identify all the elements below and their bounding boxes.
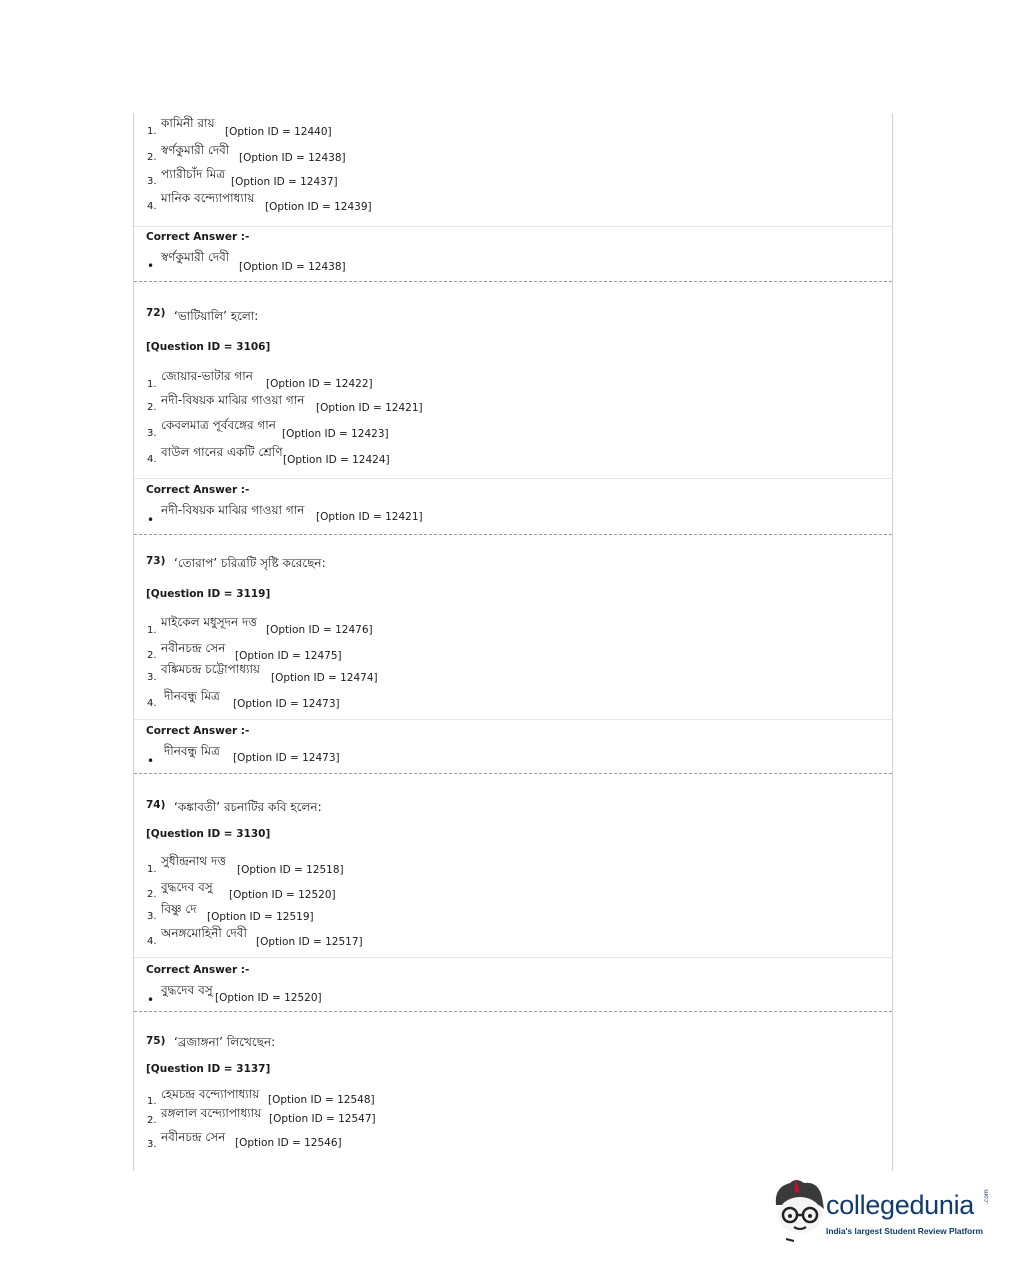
option-id: [Option ID = 12475] [235, 650, 342, 662]
option-number: 1. [147, 864, 157, 875]
option-number: 2. [147, 650, 157, 661]
mascot-icon [766, 1175, 830, 1247]
answer-text: দীনবন্ধু মিত্র [164, 744, 220, 758]
divider [134, 226, 892, 227]
option-number: 3. [147, 428, 157, 439]
divider [134, 957, 892, 958]
option-number: 3. [147, 1139, 157, 1150]
answer-text: বুদ্ধদেব বসু [161, 983, 213, 997]
option-id: [Option ID = 12473] [233, 698, 340, 710]
logo-wordmark: collegedunia [826, 1190, 975, 1220]
option-id: [Option ID = 12438] [239, 152, 346, 164]
question-text: ‘ব্রজাঙ্গনা’ লিখেছেন: [174, 1035, 276, 1049]
option-id: [Option ID = 12474] [271, 672, 378, 684]
option-text: নবীনচন্দ্র সেন [161, 1130, 226, 1144]
option-id: [Option ID = 12421] [316, 402, 423, 414]
answer-option-id: [Option ID = 12473] [233, 752, 340, 764]
logo-dotcom: .com [983, 1189, 990, 1204]
option-text: স্বর্ণকুমারী দেবী [161, 143, 230, 157]
option-number: 4. [147, 698, 157, 709]
option-number: 2. [147, 889, 157, 900]
question-separator [134, 1011, 892, 1012]
option-text: প্যারীচাঁদ মিত্র [161, 167, 226, 181]
option-id: [Option ID = 12439] [265, 201, 372, 213]
answer-option-id: [Option ID = 12520] [215, 992, 322, 1004]
question-text: ‘কঙ্কাবতী’ রচনাটির কবি হলেন: [174, 800, 322, 814]
question-number: 73) [146, 555, 166, 567]
option-text: নবীনচন্দ্র সেন [161, 641, 226, 655]
divider [134, 478, 892, 479]
question-separator [134, 773, 892, 774]
option-id: [Option ID = 12424] [283, 454, 390, 466]
option-text: বুদ্ধদেব বসু [161, 880, 213, 894]
option-text: মানিক বন্দ্যোপাধ্যায় [161, 191, 255, 205]
answer-bullet: • [147, 513, 155, 527]
question-separator [134, 534, 892, 535]
divider [134, 719, 892, 720]
logo-tagline: India's largest Student Review Platform [826, 1226, 983, 1236]
option-text: রঙ্গলাল বন্দ্যোপাধ্যায় [161, 1106, 262, 1120]
option-number: 4. [147, 201, 157, 212]
question-id: [Question ID = 3119] [146, 588, 271, 600]
option-id: [Option ID = 12520] [229, 889, 336, 901]
option-id: [Option ID = 12476] [266, 624, 373, 636]
question-id: [Question ID = 3106] [146, 341, 271, 353]
question-id: [Question ID = 3137] [146, 1063, 271, 1075]
option-number: 4. [147, 936, 157, 947]
answer-bullet: • [147, 993, 155, 1007]
option-number: 1. [147, 625, 157, 636]
question-id: [Question ID = 3130] [146, 828, 271, 840]
correct-answer-label: Correct Answer :- [146, 725, 250, 737]
option-number: 1. [147, 1096, 157, 1107]
answer-option-id: [Option ID = 12438] [239, 261, 346, 273]
option-text: অনঙ্গমোহিনী দেবী [161, 926, 247, 940]
option-number: 3. [147, 672, 157, 683]
answer-bullet: • [147, 754, 155, 768]
option-number: 2. [147, 152, 157, 163]
question-number: 75) [146, 1035, 166, 1047]
option-number: 3. [147, 176, 157, 187]
option-id: [Option ID = 12437] [231, 176, 338, 188]
question-number: 74) [146, 799, 166, 811]
question-number: 72) [146, 307, 166, 319]
answer-bullet: • [147, 259, 155, 273]
option-text: কামিনী রায় [161, 116, 215, 130]
option-text: কেবলমাত্র পূর্ববঙ্গের গান [161, 418, 276, 432]
option-id: [Option ID = 12518] [237, 864, 344, 876]
option-text: দীনবন্ধু মিত্র [164, 689, 220, 703]
answer-option-id: [Option ID = 12421] [316, 511, 423, 523]
correct-answer-label: Correct Answer :- [146, 964, 250, 976]
question-text: ‘তোরাপ’ চরিত্রটি সৃষ্টি করেছেন: [174, 556, 326, 570]
option-text: সুধীন্দ্রনাথ দত্ত [161, 854, 226, 868]
option-number: 1. [147, 126, 157, 137]
option-id: [Option ID = 12517] [256, 936, 363, 948]
option-text: জোয়ার-ভাটার গান [161, 369, 253, 383]
exam-sheet [133, 113, 893, 1171]
answer-text: স্বর্ণকুমারী দেবী [161, 250, 230, 264]
option-id: [Option ID = 12422] [266, 378, 373, 390]
option-number: 1. [147, 379, 157, 390]
option-text: বঙ্কিমচন্দ্র চট্টোপাধ্যায় [161, 662, 261, 676]
option-id: [Option ID = 12423] [282, 428, 389, 440]
option-id: [Option ID = 12547] [269, 1113, 376, 1125]
answer-text: নদী-বিষয়ক মাঝির গাওয়া গান [161, 503, 305, 517]
question-text: ‘ভাটিয়ালি’ হলো: [174, 309, 259, 323]
option-id: [Option ID = 12519] [207, 911, 314, 923]
option-text: বাউল গানের একটি শ্রেণি [161, 445, 283, 459]
option-id: [Option ID = 12546] [235, 1137, 342, 1149]
option-text: হেমচন্দ্র বন্দ্যোপাধ্যায় [161, 1087, 260, 1101]
option-number: 3. [147, 911, 157, 922]
correct-answer-label: Correct Answer :- [146, 231, 250, 243]
option-id: [Option ID = 12440] [225, 126, 332, 138]
question-separator [134, 281, 892, 282]
option-number: 2. [147, 1115, 157, 1126]
option-text: বিষ্ণু দে [161, 902, 197, 916]
correct-answer-label: Correct Answer :- [146, 484, 250, 496]
option-text: মাইকেল মধুসূদন দত্ত [161, 615, 257, 629]
option-number: 4. [147, 454, 157, 465]
option-text: নদী-বিষয়ক মাঝির গাওয়া গান [161, 393, 305, 407]
option-id: [Option ID = 12548] [268, 1094, 375, 1106]
option-number: 2. [147, 402, 157, 413]
